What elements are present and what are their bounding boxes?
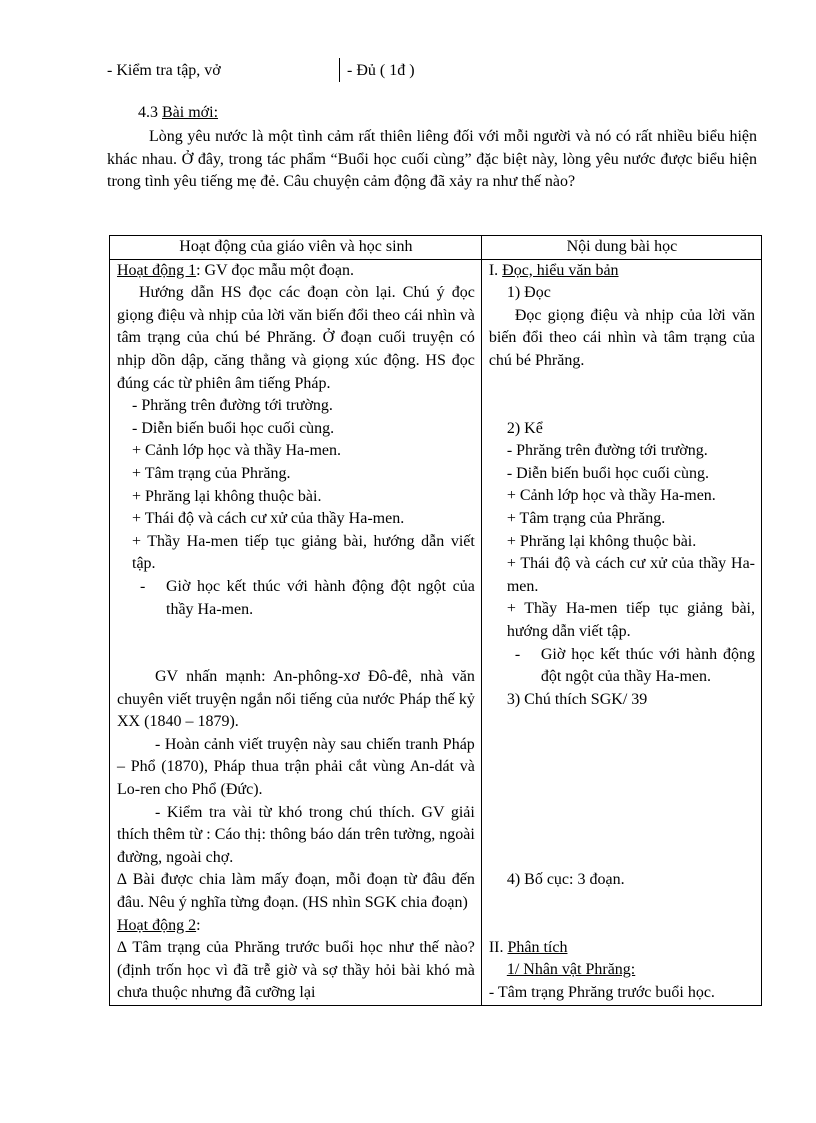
tell-heading: 2) Kể xyxy=(506,419,543,437)
list-item: - Giờ học kết thúc với hành động đột ngột của thầy Ha-men. xyxy=(514,645,755,686)
character-mood: - Tâm trạng Phrăng trước buổi học. xyxy=(488,984,715,1002)
list-item: - Diễn biến buổi học cuối cùng. xyxy=(132,419,335,437)
list-item: + Cảnh lớp học và thầy Ha-men. xyxy=(132,442,341,460)
col2-header: Nội dung bài học xyxy=(481,236,761,260)
list-item: + Phrăng lại không thuộc bài. xyxy=(506,532,697,550)
list-item: + Phrăng lại không thuộc bài. xyxy=(132,487,322,505)
story-outline-list xyxy=(117,395,475,621)
lesson-table xyxy=(109,235,762,1006)
list-item: - Diễn biến buổi học cuối cùng. xyxy=(506,464,709,482)
teacher-activity-cell xyxy=(110,259,482,1005)
header-right: - Đủ ( 1đ ) xyxy=(347,62,415,79)
table-header-row xyxy=(110,236,762,260)
header-left: - Kiểm tra tập, vở xyxy=(107,62,221,79)
list-item: - Phrăng trên đường tới trường. xyxy=(132,397,333,415)
list-item: + Thái độ và cách cư xử của thầy Ha-men. xyxy=(506,555,755,595)
list-item: - Giờ học kết thúc với hành động đột ngột của thầy Ha-men. xyxy=(140,577,475,618)
activity-2-heading: Hoạt động 2: xyxy=(117,916,201,934)
read-heading: 1) Đọc xyxy=(506,284,551,302)
part-2-heading: II. Phân tích xyxy=(488,938,568,956)
intro-paragraph: Lòng yêu nước là một tình cảm rất thiên liêng đối với mỗi người và nó có rất nhiều biểu hiện khác nhau. Ở đây, trong tác phẩm “Buổi học cuối cùng” đặc biệt này, lòng yêu nước được biểu hiện trong tình yêu tiếng mẹ đẻ. Câu chuyện cảm động đã xảy ra như thế nào? xyxy=(107,128,757,190)
list-item: - Phrăng trên đường tới trường. xyxy=(506,442,708,460)
header-divider xyxy=(339,58,340,82)
writing-context: - Hoàn cảnh viết truyện này sau chiến tranh Pháp – Phổ (1870), Pháp thua trận phải cắt vùng An-dát và Lo-ren cho Phổ (Đức). xyxy=(117,735,475,799)
section-number: 4.3 xyxy=(138,104,158,121)
list-item: + Thầy Ha-men tiếp tục giảng bài, hướng dẫn viết tập. xyxy=(132,532,475,573)
story-outline-list xyxy=(489,440,755,689)
part-1-heading: I. Đọc, hiểu văn bản xyxy=(488,261,619,279)
reading-guide: Hướng dẫn HS đọc các đoạn còn lại. Chú ý đọc giọng điệu và nhịp của lời văn biến đổi theo cái nhìn và tâm trạng của chú bé Phrăng. Ở đoạn cuối truyện có nhịp dồn dập, căng thẳng và giọng xúc động. HS đọc đúng các từ phiên âm tiếng Pháp. xyxy=(117,284,475,392)
col1-header: Hoạt động của giáo viên và học sinh xyxy=(110,236,482,260)
section-title: Bài mới: xyxy=(162,104,219,121)
list-item: + Tâm trạng của Phrăng. xyxy=(132,464,291,482)
question-structure: ∆ Bài được chia làm mấy đoạn, mỗi đoạn từ đâu đến đâu. Nêu ý nghĩa từng đoạn. (HS nhìn SGK chia đoạn) xyxy=(117,871,475,912)
layout-line: 4) Bố cục: 3 đoạn. xyxy=(506,871,625,889)
section-heading xyxy=(138,104,218,122)
character-heading: 1/ Nhân vật Phrăng: xyxy=(506,961,636,979)
notes-line: 3) Chú thích SGK/ 39 xyxy=(506,690,648,708)
list-item: + Tâm trạng của Phrăng. xyxy=(506,509,666,527)
teacher-emphasis: GV nhấn mạnh: An-phông-xơ Đô-đê, nhà văn chuyên viết truyện ngắn nổi tiếng của nước Pháp thế kỷ XX (1840 – 1879). xyxy=(117,668,475,731)
list-item: + Cảnh lớp học và thầy Ha-men. xyxy=(506,487,716,505)
question-mood: ∆ Tâm trạng của Phrăng trước buổi học như thế nào? (định trốn học vì đã trễ giờ và sợ thầy hỏi bài khó mà chưa thuộc nhưng đã cưỡng lại xyxy=(117,939,475,1002)
list-item: + Thái độ và cách cư xử của thầy Ha-men. xyxy=(132,510,405,528)
table-row xyxy=(110,259,762,1005)
list-item: + Thầy Ha-men tiếp tục giảng bài, hướng dẫn viết tập. xyxy=(506,600,755,640)
vocabulary-check: - Kiểm tra vài từ khó trong chú thích. GV giải thích thêm từ : Cáo thị: thông báo dán trên tường, ngoài đường, ngoài chợ. xyxy=(117,803,475,866)
lesson-content-cell xyxy=(481,259,761,1005)
activity-1-heading: Hoạt động 1: GV đọc mẫu một đoạn. xyxy=(117,261,355,279)
read-text: Đọc giọng điệu và nhịp của lời văn biến đổi theo cái nhìn và tâm trạng của chú bé Phrăng. xyxy=(488,306,755,369)
